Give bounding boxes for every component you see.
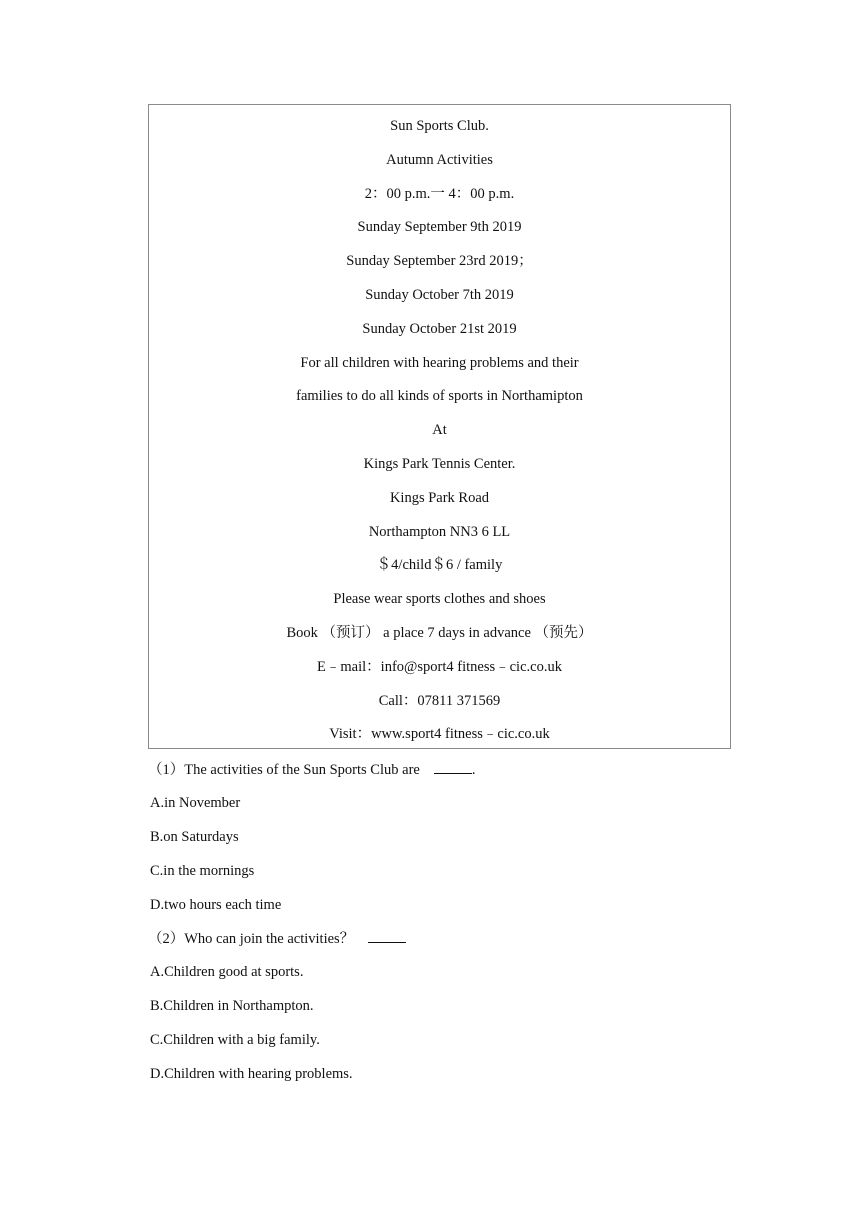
- notice-booking: Book （预订） a place 7 days in advance （预先）: [286, 625, 593, 641]
- notice-venue: Kings Park Tennis Center.: [363, 456, 516, 472]
- question-1-option-b: B.on Saturdays: [150, 829, 239, 845]
- question-2-text: （2）Who can join the activities？: [148, 931, 355, 947]
- question-2-option-d: D.Children with hearing problems.: [150, 1066, 353, 1082]
- notice-clothing: Please wear sports clothes and shoes: [333, 591, 546, 607]
- notice-box: [148, 104, 731, 749]
- question-1-option-a: A.in November: [150, 795, 241, 811]
- notice-time: 2：00 p.m.一 4：00 p.m.: [364, 186, 515, 202]
- answer-blank-1: [434, 760, 472, 774]
- notice-audience-line-2: families to do all kinds of sports in Northamipton: [296, 388, 583, 404]
- answer-blank-2: [368, 929, 406, 943]
- notice-date-4: Sunday October 21st 2019: [362, 321, 517, 337]
- question-1-end: .: [471, 762, 476, 778]
- question-2-option-b: B.Children in Northampton.: [150, 998, 314, 1014]
- question-2-stem: [148, 929, 406, 948]
- notice-date-1: Sunday September 9th 2019: [357, 219, 522, 235]
- notice-postcode: Northampton NN3 6 LL: [368, 524, 511, 540]
- question-1-stem: [148, 760, 475, 779]
- notice-audience-line-1: For all children with hearing problems and their: [300, 355, 579, 371]
- notice-at: At: [432, 422, 447, 438]
- question-1-text: （1）The activities of the Sun Sports Club are: [148, 762, 420, 778]
- notice-phone: Call：07811 371569: [378, 693, 501, 709]
- notice-website: Visit：www.sport4 fitness﹣cic.co.uk: [329, 726, 550, 742]
- notice-date-2: Sunday September 23rd 2019；: [346, 253, 533, 269]
- notice-subtitle: Autumn Activities: [386, 152, 493, 168]
- question-2-option-c: C.Children with a big family.: [150, 1032, 320, 1048]
- notice-price: ＄4/child＄6 / family: [376, 557, 503, 573]
- question-2-option-a: A.Children good at sports.: [150, 964, 304, 980]
- question-1-option-d: D.two hours each time: [150, 897, 282, 913]
- notice-title: Sun Sports Club.: [390, 118, 489, 134]
- question-1-option-c: C.in the mornings: [150, 863, 255, 879]
- notice-road: Kings Park Road: [389, 490, 490, 506]
- notice-date-3: Sunday October 7th 2019: [365, 287, 514, 303]
- notice-email: E﹣mail：info@sport4 fitness﹣cic.co.uk: [317, 659, 562, 675]
